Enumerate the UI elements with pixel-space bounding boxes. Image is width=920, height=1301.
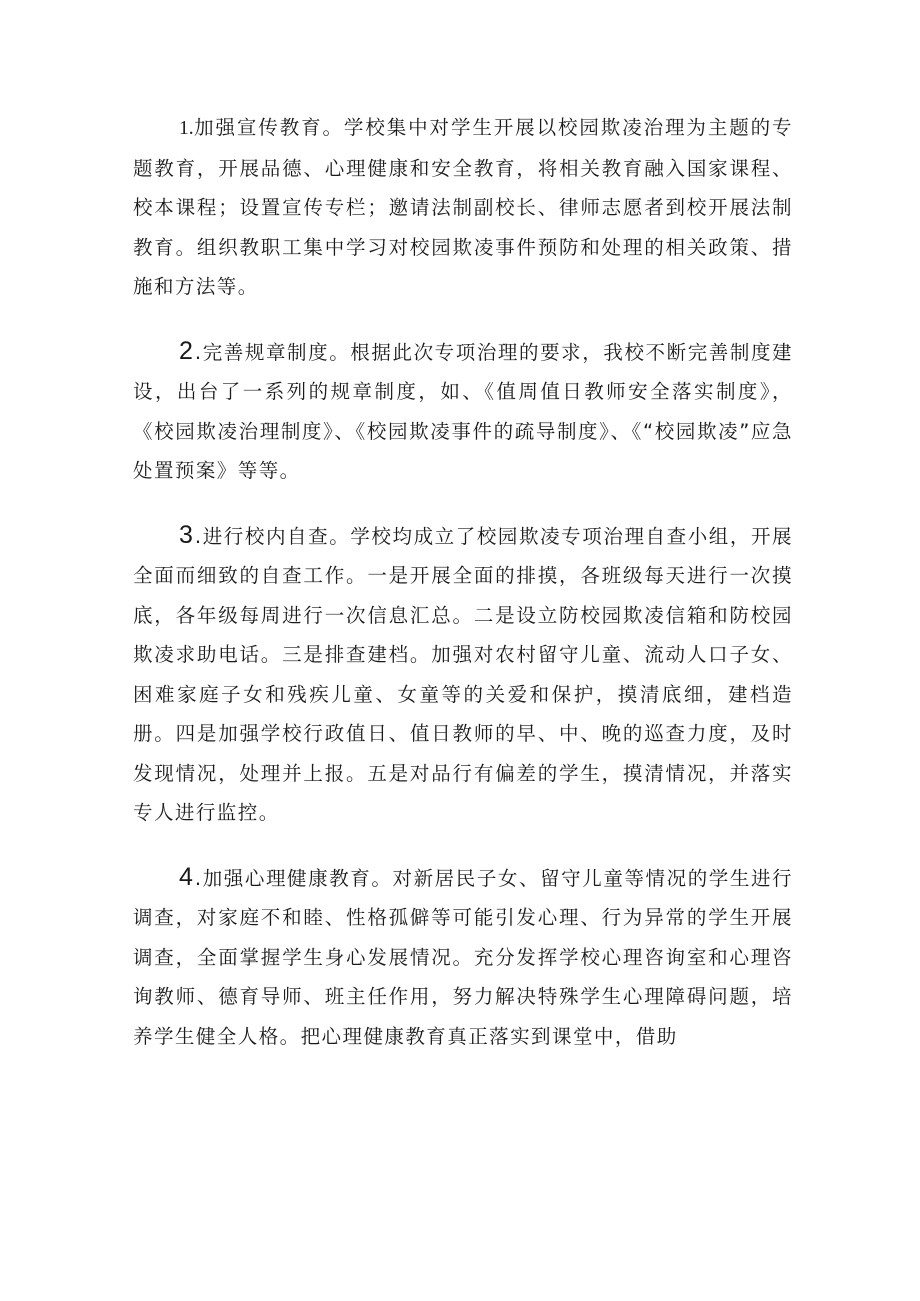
- document-body: [133, 108, 793, 1081]
- paragraph-number: 1.: [179, 118, 194, 139]
- paragraph-2: [133, 332, 793, 491]
- paragraph-text: .完善规章制度。根据此次专项治理的要求，我校不断完善制度建设，出台了一系列的规章制度，如、《值周值日教师安全落实制度》，《校园欺凌治理制度》、《校园欺凌事件的疏导制度》、《“校园欺凌”应急处置预案》等等。: [133, 340, 793, 482]
- paragraph-1: [133, 108, 793, 307]
- paragraph-text: .进行校内自查。学校均成立了校园欺凌专项治理自查小组，开展全面而细致的自查工作。一是开展全面的排摸，各班级每天进行一次摸底，各年级每周进行一次信息汇总。二是设立防校园欺凌信箱和防校园欺凌求助电话。三是排查建档。加强对农村留守儿童、流动人口子女、困难家庭子女和残疾儿童、女童等的关爱和保护，摸清底细，建档造册。四是加强学校行政值日、值日教师的早、中、晚的巡查力度，及时发现情况，处理并上报。五是对品行有偏差的学生，摸清情况，并落实专人进行监控。: [133, 524, 793, 824]
- paragraph-number: 3: [179, 520, 195, 549]
- paragraph-4: [133, 858, 793, 1057]
- paragraph-text: .加强心理健康教育。对新居民子女、留守儿童等情况的学生进行调查，对家庭不和睦、性格孤僻等可能引发心理、行为异常的学生开展调查，全面掌握学生身心发展情况。充分发挥学校心理咨询室和心理咨询教师、德育导师、班主任作用，努力解决特殊学生心理障碍问题，培养学生健全人格。把心理健康教育真正落实到课堂中，借助: [133, 866, 793, 1048]
- paragraph-text: 加强宣传教育。学校集中对学生开展以校园欺凌治理为主题的专题教育，开展品德、心理健康和安全教育，将相关教育融入国家课程、校本课程；设置宣传专栏；邀请法制副校长、律师志愿者到校开展法制教育。组织教职工集中学习对校园欺凌事件预防和处理的相关政策、措施和方法等。: [133, 116, 793, 298]
- paragraph-3: [133, 516, 793, 833]
- paragraph-number: 4: [179, 862, 195, 891]
- paragraph-number: 2: [179, 336, 195, 365]
